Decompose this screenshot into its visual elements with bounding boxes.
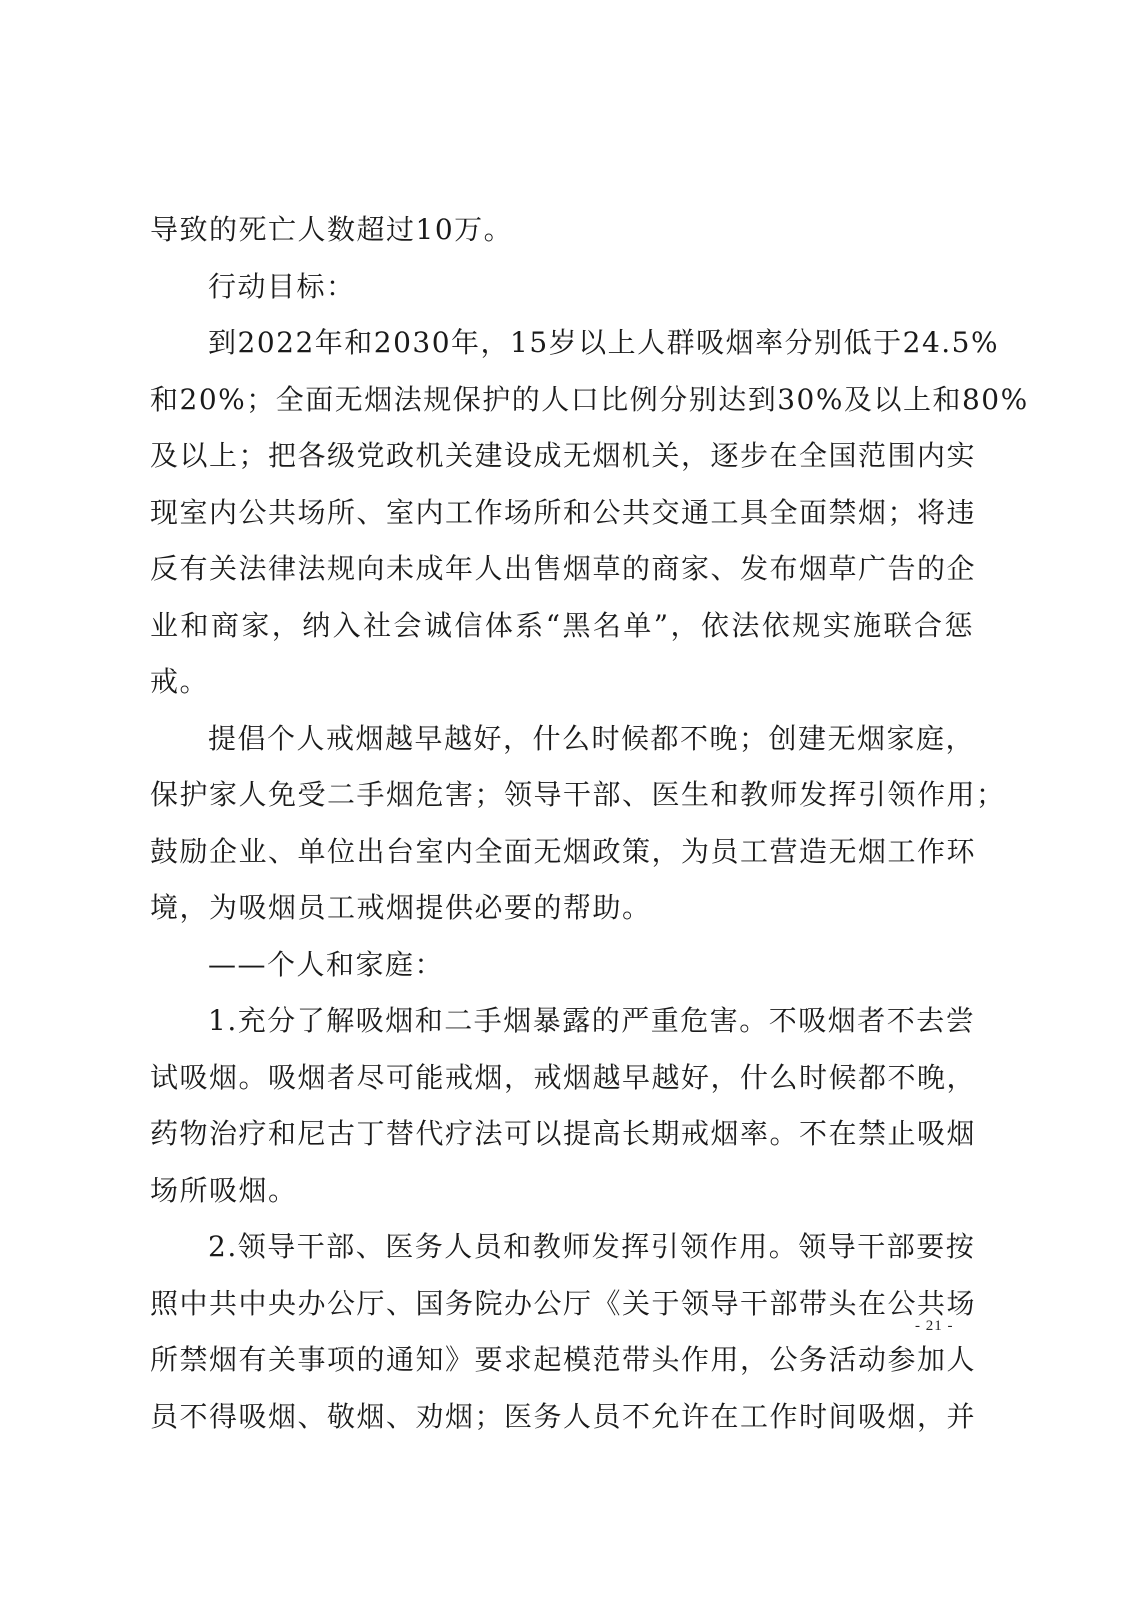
text-line: 反有关法律法规向未成年人出售烟草的商家、发布烟草广告的企 — [150, 552, 977, 585]
text-line: ——个人和家庭： — [208, 947, 445, 981]
text-line: 戒。 — [150, 665, 210, 698]
text-line: 导致的死亡人数超过10万。 — [150, 213, 514, 246]
text-line: 所禁烟有关事项的通知》要求起模范带头作用，公务活动参加人 — [150, 1343, 977, 1376]
text-line: 到2022年和2030年，15岁以上人群吸烟率分别低于24.5% — [208, 326, 1000, 359]
text-line: 员不得吸烟、敬烟、劝烟；医务人员不允许在工作时间吸烟，并 — [150, 1399, 977, 1433]
text-line: 1.充分了解吸烟和二手烟暴露的严重危害。不吸烟者不去尝 — [208, 1004, 976, 1037]
text-line: 和20%；全面无烟法规保护的人口比例分别达到30%及以上和80% — [150, 382, 1029, 416]
text-line: 照中共中央办公厅、国务院办公厅《关于领导干部带头在公共场 — [150, 1286, 977, 1320]
text-line: 2.领导干部、医务人员和教师发挥引领作用。领导干部要按 — [208, 1230, 976, 1263]
text-line: 及以上；把各级党政机关建设成无烟机关，逐步在全国范围内实 — [150, 439, 977, 472]
text-line: 行动目标： — [208, 269, 356, 303]
text-line: 场所吸烟。 — [150, 1173, 298, 1207]
text-line: 提倡个人戒烟越早越好，什么时候都不晚；创建无烟家庭， — [208, 721, 976, 755]
text-line: 保护家人免受二手烟危害；领导干部、医生和教师发挥引领作用； — [150, 778, 1006, 811]
text-line: 鼓励企业、单位出台室内全面无烟政策，为员工营造无烟工作环 — [150, 834, 977, 868]
text-line: 试吸烟。吸烟者尽可能戒烟，戒烟越早越好，什么时候都不晚， — [150, 1060, 977, 1094]
page-number: - 21 - — [915, 1318, 954, 1334]
text-line: 现室内公共场所、室内工作场所和公共交通工具全面禁烟；将违 — [150, 495, 977, 529]
text-line: 业和商家，纳入社会诚信体系“黑名单”，依法依规实施联合惩 — [150, 608, 974, 642]
text-line: 药物治疗和尼古丁替代疗法可以提高长期戒烟率。不在禁止吸烟 — [150, 1117, 977, 1150]
text-line: 境，为吸烟员工戒烟提供必要的帮助。 — [150, 891, 652, 924]
body-text — [150, 202, 1029, 1445]
